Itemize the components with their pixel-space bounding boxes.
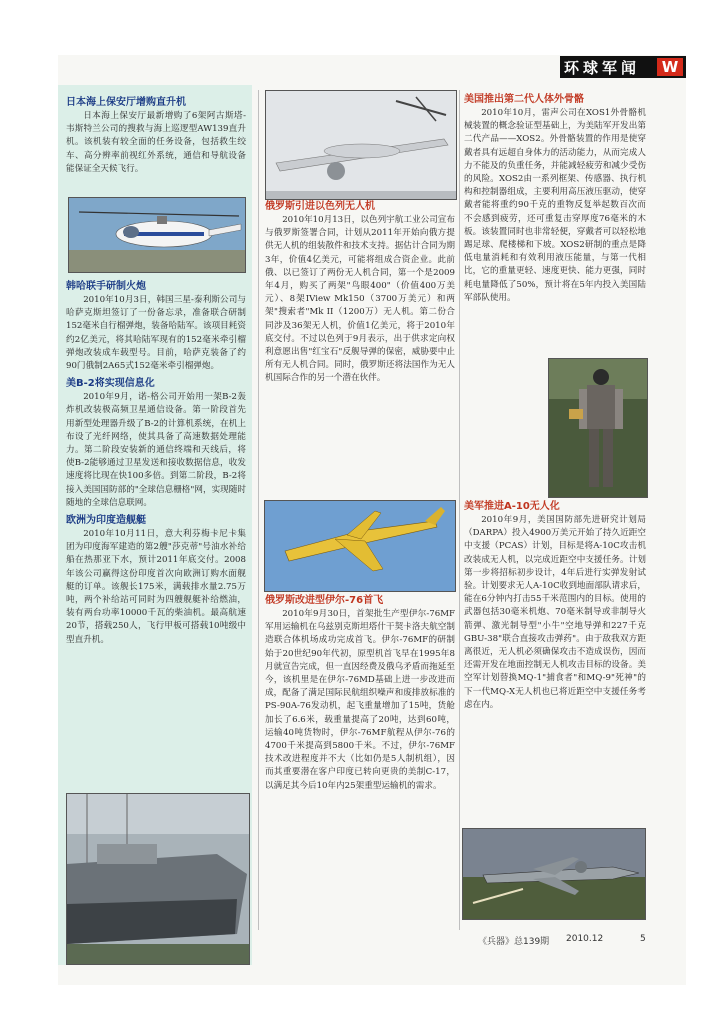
footer-date: 2010.12 bbox=[566, 934, 604, 944]
section-banner bbox=[560, 56, 686, 78]
page-number: 5 bbox=[640, 934, 646, 944]
article-exoskeleton: 2010年10月，雷声公司在XOS1外骨骼机械装置的概念验证型基础上，为美陆军开发出第二代产品——XOS2。外骨骼装置的作用是使穿戴者具有远超自身体力的活动能力，从而完成人力不能及的负重任务，并能减轻疲劳和减少受伤的风险。XOS2由一系列框架、传感器、执行机构和控制器组成，主要利用高压液压驱动，使穿戴者能将重约90千克的重物反复举起数百次而不会感到疲劳，还可重复击穿厚度76毫米的木板。该装置同时也非常轻便，穿戴者可以轻松地踢足球、爬楼梯和下坡。XOS2研制的重点是降低电量消耗和有效利用液压能量，与第一代相比，它的重量更轻、速度更快、能力更强，同时耗电量降低了50%，预计将在5年内投入美国陆军部队使用。 bbox=[464, 108, 646, 303]
ship-photo bbox=[66, 793, 250, 965]
uav-photo bbox=[265, 90, 457, 200]
headline-a10: 美军推进A-10无人化 bbox=[464, 501, 560, 512]
article-a10: 2010年9月，美国国防部先进研究计划局（DARPA）投入4900万美元开始了持久近距空中支援（PCAS）计划，目标是将A-10C攻击机改装成无人机，以完成近距空中支援任务。计划第一步将招标初步设计，4年后进行实弹发射试验。计划要求无人A-10C收到地面部队请求后，能在6分钟内打击55千米范围内的目标。使用的武器包括30毫米机炮、70毫米制导或非制导火箭弹、激光制导型"小牛"空地导弹和227千克GBU-38"联合直接攻击弹药"。由于敌我双方距离很近，无人机必须确保攻击不造成误伤，因而还需开发在地面控制无人机攻击目标的设备。美空军计划替换MQ-1"捕食者"和MQ-9"死神"的下一代MQ-X无人机也已将近距空中支援任务考虑在内。 bbox=[464, 515, 646, 710]
a10-photo bbox=[462, 828, 646, 920]
column-two-b bbox=[265, 594, 455, 797]
column-two bbox=[265, 200, 455, 390]
headline-exoskeleton: 美国推出第二代人体外骨骼 bbox=[464, 94, 584, 105]
article-il76: 2010年9月30日，首架批生产型伊尔-76MF军用运输机在乌兹别克斯坦塔什干契卡洛夫航空制造联合体机场成功完成首飞。伊尔-76MF的研制始于20世纪90年代初，原型机首飞早在1995年8月就宣告完成，但一直因经费及俄乌矛盾而拖延至今，该机里是在伊尔-76MD基础上进一步改进而成，配备了满足国际民航组织噪声和废排放标准的PS-90A-76发动机，起飞重量增加了15吨，货舱加长了6.6米，载重量提高了20吨，达到60吨，运输40吨货物时，伊尔-76MF航程从伊尔-76的4700千米提高到5800千米。不过，伊尔-76MF技术改进程度并不大（比如仍是5人制机组），因而其重要潜在客户印度已转向更贵的美制C-17，以满足其今后10年内25架重型运输机的需求。 bbox=[265, 609, 455, 791]
section-title: 环球军闻 bbox=[564, 59, 641, 77]
helicopter-photo bbox=[68, 197, 246, 273]
article-russia-uav: 2010年10月13日，以色列宇航工业公司宣布与俄罗斯签署合同，计划从2011年开始向俄方提供无人机的组装散件和技术支持。据估计合同为期3年，价值4亿美元，可能将组成合资企业。此前俄、以已签订了两份无人机合同，第一个是2009年4月，购买了两架"鸟眼400"（价值400万美元）、8架IView Mk150（3700万美元）和两架"搜索者"Mk II（1200万）无人机。第二份合同涉及36架无人机，价值1亿美元，将于2010年底交付。不过以色列于9月表示，出于供求定向权利意愿出售"红宝石"反舰导弹的保密，威胁要中止所有无人机合同。同时，俄罗斯还将法国作为无人机国际合作的另一个潜在伙伴。 bbox=[265, 215, 455, 384]
headline-europe-ships: 欧洲为印度造舰艇 bbox=[66, 515, 146, 527]
column-three bbox=[464, 93, 646, 309]
column-one-b bbox=[66, 280, 246, 651]
headline-il76: 俄罗斯改进型伊尔-76首飞 bbox=[265, 595, 384, 606]
column-three-b bbox=[464, 500, 646, 716]
headline-japan-coastguard: 日本海上保安厅增购直升机 bbox=[66, 97, 186, 108]
headline-b2: 美B-2将实现信息化 bbox=[66, 378, 155, 390]
column-one bbox=[66, 96, 246, 180]
exoskeleton-photo bbox=[548, 358, 648, 498]
article-europe-ships: 2010年10月11日，意大利芬梅卡尼卡集团为印度海军建造的第2艘"莎克蒂"号油水补给船在热那亚下水，预计2011年底交付。2008年该公司赢得这份印度首次向欧洲订购水面舰艇的订单。该舰长175米，满载排水量2.75万吨，两个补给站可同时为四艘舰艇补给燃油，装有两台功率10000千瓦的柴油机。最高航速20节，搭载250人，飞行甲板可搭载10吨级中型直升机。 bbox=[66, 529, 246, 645]
section-logo: W bbox=[657, 58, 683, 76]
headline-russia-uav: 俄罗斯引进以色列无人机 bbox=[265, 201, 375, 212]
column-divider bbox=[258, 90, 259, 930]
il76-photo bbox=[264, 500, 456, 592]
article-korea-artillery: 2010年10月3日，韩国三星-泰利斯公司与哈萨克斯坦签订了一份备忘录，准备联合研制152毫米自行榴弹炮，装备哈陆军。该项目耗资约2亿美元，将其哈陆军现有的152毫米牵引榴弹炮改装成车载型号。目前，哈萨克装备了约90门俄制2A65式152毫米牵引榴弹炮。 bbox=[66, 295, 246, 372]
article-japan-coastguard: 日本海上保安厅最新增购了6架阿古斯塔-韦斯特兰公司的搜救与海上巡逻型AW139直升机。该机装有较全面的任务设备，包括救生绞车、高分辨率前视红外系统，通信和导航设备能保证全天候飞行。 bbox=[66, 111, 246, 174]
headline-korea-artillery: 韩哈联手研制火炮 bbox=[66, 281, 146, 292]
article-b2: 2010年9月，诺-格公司开始用一架B-2轰炸机改装极高频卫星通信设备。第一阶段首先用新型处理器升级了B-2的计算机系统，在机上布设了光纤网络，使其具备了高速数据处理能力。第二阶段安装新的通信终端和天线后，将使B-2能够通过卫星发送和接收数据信息，收发速度将比现在快100多倍。到第二阶段，B-2将接入美国国防部的"全球信息栅格"网，实现随时随地的全球信息联网。 bbox=[66, 392, 246, 508]
column-divider bbox=[459, 90, 460, 930]
footer-magazine: 《兵器》总139期 bbox=[478, 937, 550, 947]
